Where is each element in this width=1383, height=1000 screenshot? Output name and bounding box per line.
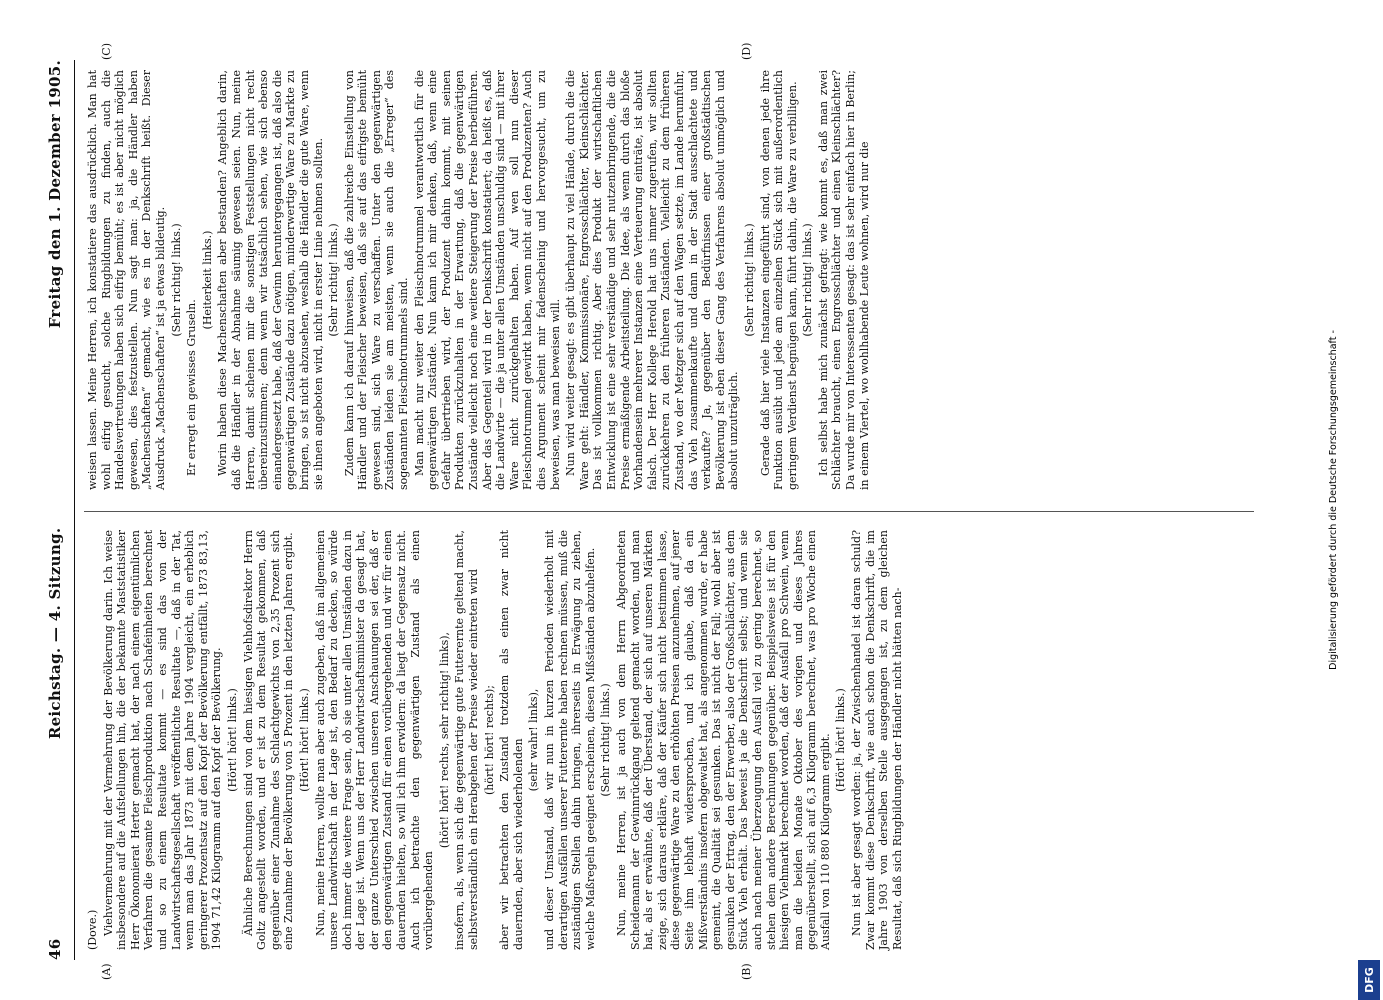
paragraph: Ich selbst habe mich zunächst gefragt: wie kommt es, daß man zwei Schlächter braucht, einen Engrosschlächter und einen Kleinschlächter? Da wurde mir von Interessenten gesagt: das ist sehr einfach hier in Berlin; in einem Viertel, wo wohlhabende Leute wohnen, wird nur die: [816, 70, 871, 490]
interjection: (hört! hört! rechts);: [482, 685, 496, 795]
paragraph: Nun wird weiter gesagt: es gibt überhaupt zu viel Hände, durch die die Ware geht: Händler, Kommissionäre, Engrosschlächter, Kleinschlächter. Das ist vollkommen richtig. Aber dies Produkt der wirtschaftlichen Entwicklung ist eine sehr verständige und sehr nutzenbringende, die die Preise ermäßigende Arbeitsteilung. Die Idee, als wenn durch das bloße Vorhandensein mehrerer Instanzen eine Verteuerung einträte, ist absolut falsch. Der Herr Kollege Herold hat uns immer zugerufen, wir sollten zurückkehren zu den früheren Zuständen. Vielleicht zu dem früheren Zustand, wo der Metzger sich auf den Wagen setzte, im Lande herumfuhr, das Vieh zusammenkaufte und dann in der Stadt ausschlachtete und verkaufte? Ja, gegenüber den Bedürfnissen einer großstädtischen Bevölkerung ist eben dieser Gang des Verfahrens absolut unmöglich und absolut unzuträglich.: [564, 70, 741, 490]
interjection: (Hört! hört! links.): [834, 688, 848, 792]
interjection: (Sehr richtig! links.): [327, 223, 341, 337]
session-title: Reichstag. — 4. Sitzung.: [46, 527, 64, 740]
paragraph: Nun, meine Herren, ist ja auch von dem Herrn Abgeordneten Scheidemann der Gewinnrückgang geltend gemacht worden, und man hat, als er erwähnte, daß der Überstand, der sich auf unseren Märkten zeige, sich daraus erkläre, daß der Käufer sich nicht bestimmen lasse, diese gegenwärtige Ware zu den erhöhten Preisen anzunehmen, auf jener Seite ihm lebhaft widersprochen, und ich glaube, daß da ein Mißverständnis insofern obgewaltet hat, als angenommen wurde, er habe gemeint, die Qualität sei gesunken. Das ist nicht der Fall; wohl aber ist gesunken der Ertrag, den der Erwerber, also der Großschlächter, aus dem Stück Vieh erhält. Das beweist ja die Denkschrift selbst; und wenn sie auch nach meiner Überzeugung den Ausfall viel zu gering berechnet, so stehen dem andere Berechnungen gegenüber. Beispielsweise ist für den hiesigen Viehmarkt berechnet worden, daß der Ausfall pro Schwein, wenn man die beiden Monate Oktober des vorigen und dieses Jahres gegenüberstellt, sich auf 6,3 Kilogramm berechnet, was pro Woche einen Ausfall von 110 880 Kilogramm ergibt.: [614, 530, 832, 950]
interjection: (sehr wahr! links),: [527, 688, 541, 792]
paragraph: Er erregt ein gewisses Gruseln.: [185, 299, 199, 476]
header-rule: [74, 60, 75, 960]
paragraph: Viehvermehrung mit der Vermehrung der Bevölkerung darin. Ich weise insbesondere auf die Aufstellungen hin, die der bekannte Maststatistiker Herr Ökonomierat Herter gemacht hat, der nach einem eigentümlichen Verfahren die gesamte Fleischproduktion nach Schafeinheiten berechnet und so zu einem Resultate kommt — es sind das von der Landwirtschaftsgesellschaft veröffentlichte Resultate —, daß in der Tat, wenn man das Jahr 1873 mit dem Jahre 1904 vergleicht, ein erheblich geringerer Prozentsatz auf den Kopf der Bevölkerung entfällt, 1873 83,13, 1904 71,42 Kilogramm auf den Kopf der Bevölkerung.: [101, 530, 224, 950]
interjection: (Sehr richtig! links.): [599, 683, 613, 797]
paragraph: Gerade daß hier viele Instanzen eingeführt sind, von denen jede ihre Funktion ausübt und jede am einzelnen Stück sich mit außerordentlich geringem Verdienst begnügen kann, führt dahin, die Ware zu verbilligen.: [758, 70, 799, 490]
paragraph: und dieser Umstand, daß wir nun in kurzen Perioden wiederholt mit derartigen Ausfällen unserer Futterernte haben rechnen müssen, muß die zuständigen Stellen dahin bringen, ihrerseits in Erwägung zu ziehen, welche Maßregeln geeignet erscheinen, diesen Mißständen abzuhelfen.: [543, 530, 597, 950]
paragraph: weisen lassen. Meine Herren, ich konstatiere das ausdrücklich. Man hat wohl eifrig gesucht, solche Ringbildungen zu finden, auch die Handelsvertretungen haben sich eifrig bemüht; es ist aber nicht möglich gewesen, dies festzustellen. Nun sagt man: ja, die Händler haben „Machenschaften“ gemacht, wie es in der Denkschrift heißt. Dieser Ausdruck „Machenschaften“ ist ja etwas bildeutig.: [86, 70, 167, 490]
paragraph: aber wir betrachten den Zustand trotzdem als einen zwar nicht dauernden, aber sich wiederholenden: [498, 530, 525, 950]
interjection: (hört! hört! rechts, sehr richtig! links),: [437, 631, 451, 849]
paragraph: Ähnliche Berechnungen sind von dem hiesigen Viehhofsdirektor Herrn Goltz angestellt worden, und er ist zu dem Resultat gekommen, daß gegenüber einer Zunahme des Schlachtgewichts von 2,35 Prozent sich eine Zunahme der Bevölkerung von 5 Prozent in den letzten Jahren ergibt.: [241, 530, 296, 950]
interjection: (Hört! hört! links.): [297, 688, 311, 792]
paragraph: Zudem kann ich darauf hinweisen, daß die zahlreiche Einstellung von Händler und der Fleischer beweisen, daß sie auf das eifrigste bemüht gewesen sind, sich Ware zu verschaffen. Unter den gegenwärtigen Zuständen leiden sie am meisten, wenn sie auch die „Erreger“ des sogenannten Fleischnotrummels sind.: [342, 70, 411, 490]
paragraph: Man macht nur weiter den Fleischnotrummel verantwortlich für die gegenwärtigen Zustände. Nun kann ich mir denken, daß, wenn eine Gefahr übertrieben wird, der Produzent dahin kommt, mit seinen Produkten zurückzuhalten in der Erwartung, daß die gegenwärtigen Zustände vielleicht noch eine weitere Steigerung der Preise herbeiführen. Aber das Gegenteil wird in der Denkschrift konstatiert; da heißt es, daß die Landwirte — die ja unter allen Umständen unschuldig sind — mit ihrer Ware nicht zurückgehalten haben. Auf wen soll nun dieser Fleischnotrummel gewirkt haben, wenn nicht auf den Produzenten? Auch dies Argument scheint mir fadenscheinig und hervorgesucht, um zu beweisen, was man beweisen will.: [412, 70, 562, 490]
left-column: [86, 530, 906, 950]
margin-marker-c: (C): [100, 43, 113, 60]
interjection: (Sehr richtig! links.): [169, 223, 183, 337]
interjection: (Heiterkeit links.): [200, 230, 214, 330]
page-number: 46: [46, 938, 64, 960]
interjection: (Sehr richtig! links.): [742, 223, 756, 337]
paragraph: Worin haben diese Machenschaften aber bestanden? Angeblich darin, daß die Händler in der Abnahme säumig gewesen seien. Nun, meine Herren, damit scheinen mir die sonstigen Feststellungen nicht recht übereinzustimmen; denn wenn wir tatsächlich sehen, wie sich ebenso einandergesetzt habe, daß der Gewinn heruntergegangen ist, daß also die gegenwärtigen Zustände dazu nötigen, minderwertige Ware zu Markte zu bringen, so ist nicht abzusehen, weshalb die Händler die gute Ware, wenn sie ihnen angeboten wird, nicht in erster Linie nehmen sollten.: [216, 70, 325, 490]
digitization-credit: Digitalisierung gefördert durch die Deutsche Forschungsgemeinschaft -: [1328, 330, 1339, 670]
margin-marker-d: (D): [740, 42, 753, 60]
right-column: [86, 70, 873, 490]
paragraph: Nun ist aber gesagt worden: ja, der Zwischenhandel ist daran schuld? Zwar kommt diese Denkschrift, wie auch schon die Denkschrift, die im Jahre 1903 von derselben Stelle ausgegangen ist, zu dem gleichen Resultat, daß sich Ringbildungen der Händler nicht hätten nach-: [850, 530, 904, 950]
interjection: (Sehr richtig! links.): [801, 223, 815, 337]
margin-marker-b: (B): [740, 963, 753, 980]
margin-marker-a: (A): [100, 963, 113, 980]
interjection: (Hört! hört! links.): [225, 688, 239, 792]
paragraph: insofern, als, wenn sich die gegenwärtige gute Futterernte geltend macht, selbstverständlich ein Herabgehen der Preise wieder eintreten wird: [453, 530, 481, 950]
paragraph: Nun, meine Herren, wollte man aber auch zugeben, daß im allgemeinen unsere Landwirtschaft in der Lage ist, den Bedarf zu decken, so würde doch immer die weitere Frage sein, ob sie unter allen Umständen dazu in der Lage ist. Wenn uns der Herr Landwirtschaftsminister da gesagt hat, der ganze Unterschied zwischen unseren Anschauungen sei der, daß er den gegenwärtigen Zustand für einen vorübergehenden und wir für einen dauernden hielten, so will ich ihm erwidern: da liegt der Gegensatz nicht. Auch ich betrachte den gegenwärtigen Zustand als einen vorübergehenden: [313, 530, 436, 950]
session-date: Freitag den 1. Dezember 1905.: [46, 60, 64, 329]
speaker-name: (Dove.): [86, 909, 99, 950]
column-divider: [84, 511, 1254, 512]
dfg-logo: DFG: [1358, 960, 1380, 1000]
page-header: [40, 60, 70, 960]
